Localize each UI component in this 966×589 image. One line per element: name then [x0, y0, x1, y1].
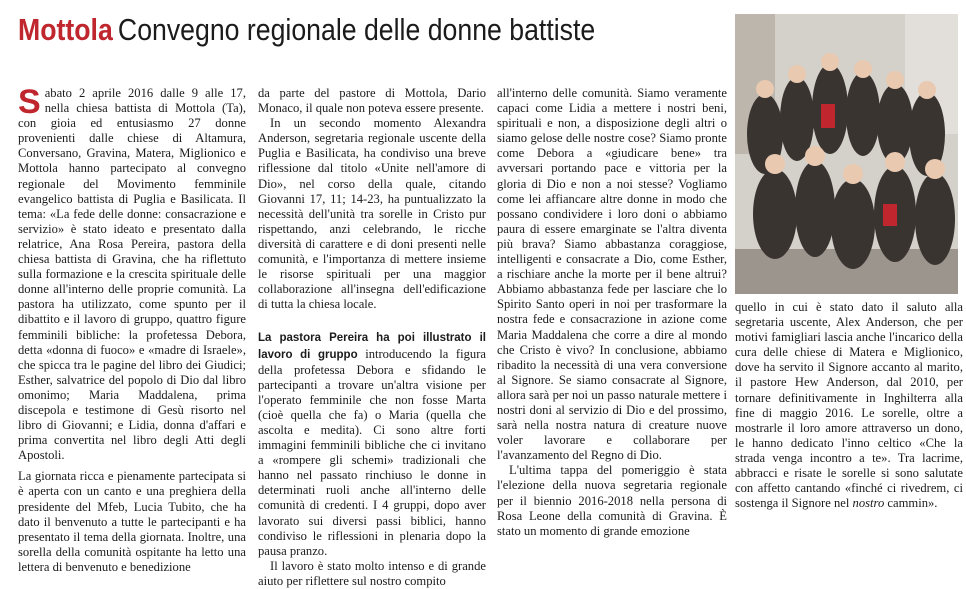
article-column-4 [735, 300, 963, 511]
headline-title: Convegno regionale delle donne battiste [117, 12, 596, 47]
paragraph-lead: La pastora Pereira ha poi illustrato il lavoro di gruppo [258, 332, 486, 361]
paragraph-intro [18, 83, 246, 463]
paragraph-domande: all'interno delle comunità. Siamo veramente capaci come Lidia a mettere i nostri beni, spirituali e non, a disposizione degli altri o siamo gelose delle nostre cose? Siamo pronte come Debora a «giudicare bene» tra avversari portando pace e vittoria per la gloria di Dio e non a noi stesse? Vogliamo come lei affiancare altre donne in modo che possano condividere i loro doni o abbiamo paura di essere emarginate se l'altra diventa più brava? Siamo abbastanza coraggiose, intelligenti e consacrate a Dio, come Esther, a rischiare anche la morte per il bene altrui? Abbiamo abbastanza fede per lasciare che lo Spirito Santo operi in noi per trasformare la nostra fede e consacrazione in azione come Maria Maddalena che corre a dire al mondo che Cristo è vivo? In conclusione, abbiamo ribadito la necessità di una vera conversione al Signore. Se siamo consacrate al Signore, allora sarà per noi un passo naturale mettere i nostri doni al servizio di Dio e del prossimo, sarà nella nostra natura di creature nuove voler lavorare e collaborare per l'avanzamento del Regno di Dio. [497, 86, 727, 463]
paragraph-text: abato 2 aprile 2016 dalle 9 alle 17, nella chiesa battista di Mottola (Ta), con gioia ed entusiasmo 27 donne provenienti dalle chiese di Altamura, Conversano, Gravina, Matera, Miglionico e Mottola hanno partecipato al convegno regionale del Movimento femminile evangelico battista di Puglia e Basilicata. Il tema: «La fede delle donne: consacrazione e servizio» è stato ideato e presentato dalla relatrice, Ana Rosa Pereira, pastora della chiesa battista di Gravina, che ha riflettuto sulla formazione e la crescita spirituale delle donne all'interno delle proprie comunità. La pastora ha utilizzato, come spunto per il dibattito e il lavoro di gruppo, quattro figure femminili bibliche: la profetessa Debora, detta «donna di fuoco» e «madre di Israele», che spicca tra le pagine del libro dei Giudici; Esther, salvatrice del popolo di Dio dal libro omonimo; Maria Maddalena, prima discepola e testimone di Gesù risorto nel libro di Giovanni; e Lidia, donna d'affari e prima convertita nel libro degli Atti degli Apostoli. [18, 86, 246, 463]
paragraph-giornata: La giornata ricca e pienamente partecipata si è aperta con un canto e una preghiera della presidente del Mfeb, Lucia Tubito, che ha dato il benvenuto a tutte le partecipanti e ha presentato il tema della giornata. Inoltre, una sorella della comunità ospitante ha letto una lettera di benvenuto e benedizione [18, 469, 246, 574]
paragraph-gruppo [258, 330, 486, 558]
paragraph-pastore: da parte del pastore di Mottola, Dario Monaco, il quale non poteva essere presente. [258, 86, 486, 116]
paragraph-anderson: In un secondo momento Alexandra Anderson, segretaria regionale uscente della Puglia e Basilicata, ha condiviso una breve riflessione dal titolo «Unite nell'amore di Dio», nel corso della quale, citando Giovanni 17, 11; 14-23, ha puntualizzato la necessità dell'unità tra sorelle in Cristo pur rispettando, anzi celebrando, le ricche diversità di carattere e di doni presenti nelle comunità, e l'importanza di mettere insieme le risorse spirituali per una maggior collaborazione all'insegna dell'edificazione di tutta la chiesa locale. [258, 116, 486, 312]
group-photo [735, 14, 958, 294]
article-headline [18, 12, 637, 48]
article-column-2 [258, 86, 486, 589]
article-column-3 [497, 86, 727, 539]
paragraph-elezione: L'ultima tappa del pomeriggio è stata l'elezione della nuova segretaria regionale per il biennio 2016-2018 nella persona di Rosa Leone della comunità di Gravina. È stato un momento di grande emozione [497, 463, 727, 538]
paragraph-end: cammin». [884, 496, 938, 511]
group-photo-icon [735, 14, 958, 294]
paragraph-text: introducendo la figura della profetessa Debora e sfidando le partecipanti a trovare un'altra visione per l'operato femminile che non fosse Marta (cioè quella che fa) o Maria (quella che ascolta e medita). Ci sono altre forti immagini femminili bibliche che ci invitano a «rompere gli schemi» tradizionali che hanno nel passato rinchiuso le donne in determinati ruoli anche all'interno delle comunità di credenti. I 4 gruppi, dopo aver lavorato sui diversi passi biblici, hanno condiviso le riflessioni in plenaria dopo la pausa pranzo. [258, 346, 486, 558]
paragraph-saluto [735, 300, 963, 511]
paragraph-lavoro: Il lavoro è stato molto intenso e di grande aiuto per riflettere sul nostro compito [258, 558, 486, 588]
paragraph-text: quello in cui è stato dato il saluto alla segretaria uscente, Alex Anderson, che per motivi famigliari lascia anche l'incarico della cura delle chiese di Matera e Miglionico, dove ha servito il Signore accanto al marito, il pastore Hew Anderson, dal 2010, per tornare definitivamente in Inghilterra alla fine di maggio 2016. Le sorelle, oltre a mostrarle il loro amore attraverso un dono, le hanno dedicato l'inno celtico «Che la strada venga incontro a te». Tra lacrime, abbracci e risate le sorelle si sono salutate con affetto cantando «finché ci rivedrem, ci sostenga il Signore nel [735, 300, 963, 511]
article-column-1 [18, 83, 246, 575]
italic-word: nostro [852, 496, 885, 511]
headline-place: Mottola [18, 12, 113, 47]
drop-cap: S [18, 83, 41, 121]
